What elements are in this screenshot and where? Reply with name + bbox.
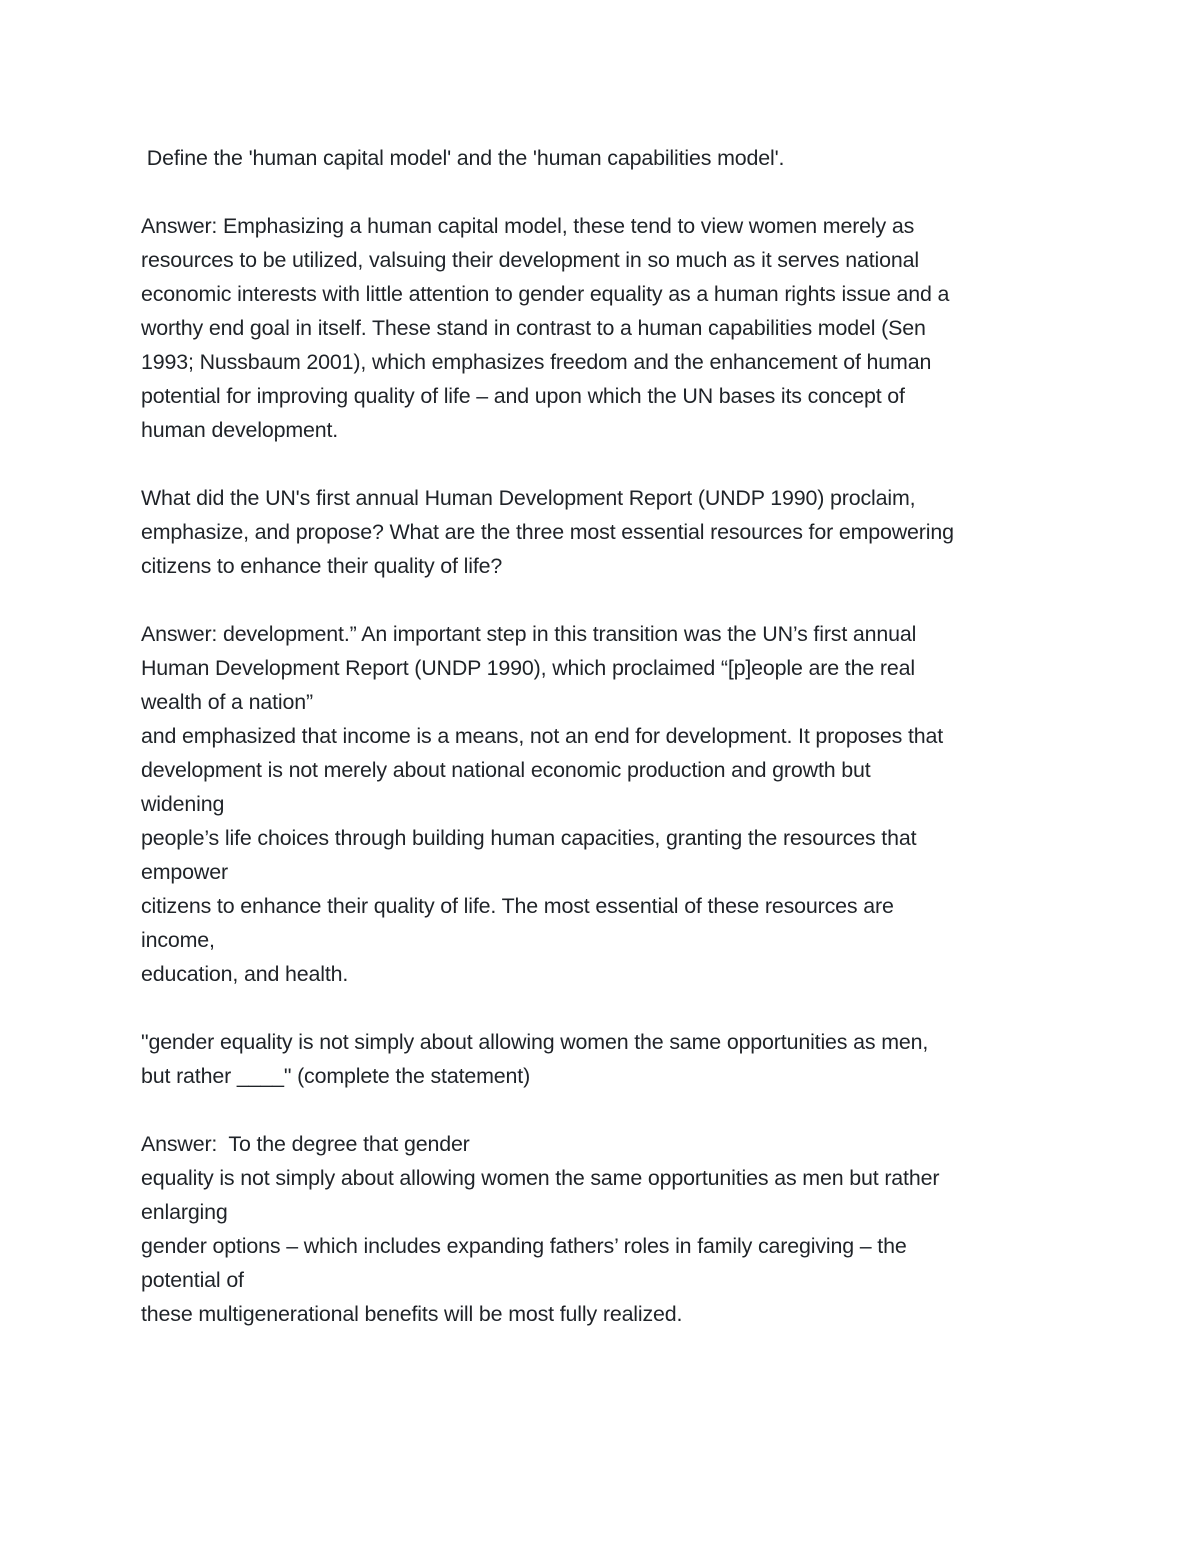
answer-2-line: empower (141, 860, 228, 884)
answer-3-line: these multigenerational benefits will be most fully realized. (141, 1302, 683, 1326)
answer-2-line: widening (141, 792, 225, 816)
answer-1-line: potential for improving quality of life – and upon which the UN bases its concept of (141, 384, 905, 408)
question-2-line: What did the UN's first annual Human Development Report (UNDP 1990) proclaim, (141, 486, 916, 510)
answer-1-line: economic interests with little attention to gender equality as a human rights issue and a (141, 282, 950, 306)
question-3-line: "gender equality is not simply about allowing women the same opportunities as men, (141, 1030, 929, 1054)
answer-1-line: resources to be utilized, valsuing their development in so much as it serves national (141, 248, 919, 272)
answer-1-line: worthy end goal in itself. These stand in contrast to a human capabilities model (Sen (141, 316, 926, 340)
answer-2-line: citizens to enhance their quality of life. The most essential of these resources are (141, 894, 894, 918)
answer-3-line: potential of (141, 1268, 244, 1292)
answer-2-line: income, (141, 928, 215, 952)
question-3-line: but rather ____" (complete the statement) (141, 1064, 531, 1088)
answer-3-line: gender options – which includes expanding fathers’ roles in family caregiving – the (141, 1234, 907, 1258)
answer-2-line: wealth of a nation” (141, 690, 313, 714)
answer-1-line: human development. (141, 418, 339, 442)
question-2-line: citizens to enhance their quality of life? (141, 554, 503, 578)
answer-2-line: education, and health. (141, 962, 349, 986)
answer-2-line: Human Development Report (UNDP 1990), which proclaimed “[p]eople are the real (141, 656, 915, 680)
answer-2-line: and emphasized that income is a means, not an end for development. It proposes that (141, 724, 944, 748)
answer-2-line: development is not merely about national economic production and growth but (141, 758, 871, 782)
answer-3-line: equality is not simply about allowing women the same opportunities as men but rather (141, 1166, 940, 1190)
question-2-line: emphasize, and propose? What are the three most essential resources for empowering (141, 520, 954, 544)
answer-3-line: enlarging (141, 1200, 228, 1224)
answer-3-line: Answer: To the degree that gender (141, 1132, 470, 1156)
answer-2-line: Answer: development.” An important step in this transition was the UN’s first annual (141, 622, 917, 646)
answer-1-line: 1993; Nussbaum 2001), which emphasizes freedom and the enhancement of human (141, 350, 932, 374)
answer-2-line: people’s life choices through building human capacities, granting the resources that (141, 826, 917, 850)
answer-1-line: Answer: Emphasizing a human capital model, these tend to view women merely as (141, 214, 915, 238)
question-1-line: Define the 'human capital model' and the 'human capabilities model'. (141, 146, 785, 170)
